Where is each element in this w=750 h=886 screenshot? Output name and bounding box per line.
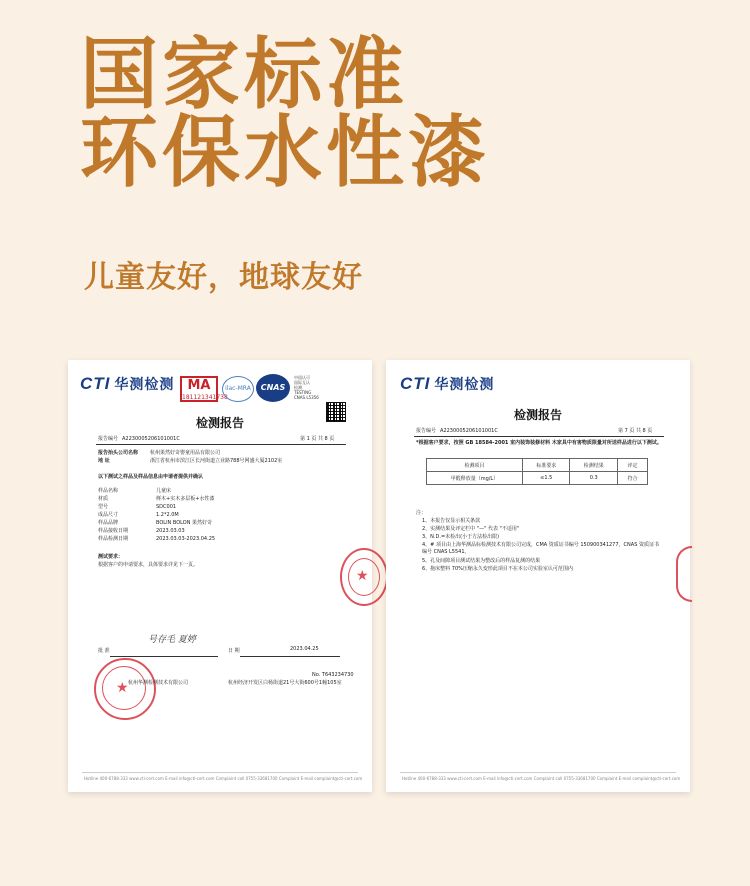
field-label: 材质 [98, 496, 109, 502]
cti-logo-cn: 华测检测 [434, 377, 495, 393]
tel-number: No. T643234730 [312, 672, 354, 678]
table-cell: 符合 [618, 472, 648, 485]
cti-logo [400, 374, 494, 394]
table-header-row [427, 459, 648, 472]
field-value: 1.2*2.0M [156, 512, 179, 518]
field-label: 型号 [98, 504, 109, 510]
table-cell: ≤1.5 [522, 472, 570, 485]
field-label: 成品尺寸 [98, 512, 119, 518]
note-item: 5、孔及间隙项目测试结果为整改后的样品复测的结果 [422, 558, 541, 564]
footer: Hotline 400-6788-333 www.cti-cert.com E-mail info@cti-cert.com Complaint call 0755-33681700 Complaint E-mail complaint@cti-cert.com [84, 776, 363, 781]
result-table [426, 458, 648, 485]
cma-number: 181121341738 [182, 394, 228, 401]
cnas-info-line: 中国认可 [294, 375, 310, 380]
report-no: A2230005206101001C [440, 428, 498, 434]
headline-subtitle: 儿童友好，地球友好 [84, 260, 363, 295]
test-report-page-1 [68, 360, 372, 792]
table-header: 评定 [618, 459, 648, 472]
note-item: 2、实测结果及评定栏中 "—" 代表 "不适用" [422, 526, 520, 532]
test-report-page-7 [386, 360, 690, 792]
field-label: 样品检测日期 [98, 536, 129, 542]
field-value: SDC001 [156, 504, 177, 510]
cti-logo-cn: 华测检测 [114, 377, 175, 393]
report-no-label: 报告编号 [416, 428, 437, 434]
signatures: 号存毛 夏婷 [148, 635, 196, 645]
report-no-label: 报告编号 [98, 436, 119, 442]
cnas-info-line: TESTING [294, 390, 312, 395]
seal-stamp-icon: ★ [340, 548, 388, 606]
cnas-info-line: 检测 [294, 385, 302, 390]
report-title: 检测报告 [195, 416, 244, 430]
cnas-mark-icon [256, 374, 290, 402]
table-row [427, 472, 648, 485]
page-number: 第 1 页 共 8 页 [300, 436, 335, 442]
cti-logo-text: CTI [80, 374, 111, 393]
report-no: A2230005206101001C [122, 436, 180, 442]
report-title: 检测报告 [513, 408, 562, 422]
field-label: 样品品牌 [98, 520, 119, 526]
footer: Hotline 400-6788-333 www.cti-cert.com E-mail info@cti-cert.com Complaint call 0755-33681700 Complaint E-mail complaint@cti-cert.com [402, 776, 681, 781]
field-value: BOLIN BOLON 果然好奇 [156, 520, 213, 526]
note-item: 1、本报告仅显示相关条款 [422, 518, 481, 524]
test-requirement: *根据客户要求，按照 GB 18584-2001 室内装饰装修材料 木家具中有害物质限量对所送样品进行以下测试。 [416, 440, 662, 446]
applicant-label: 报告抬头公司名称 [98, 450, 139, 456]
note-item: 3、N.D.=未检出(小于方法检出限) [422, 534, 500, 540]
table-cell: 甲醛释放量（mg/L） [427, 472, 523, 485]
note-item: 4、# 项目由上海华测品标检测技术有限公司完成，CMA 资质证书编号 150900341277，CNAS 资质证书编号 CNAS L5541。 [422, 542, 659, 555]
address: 浙江省杭州市滨江区长河街道立业路788号网盛大厦2102室 [150, 458, 283, 464]
headline-line2: 环保水性漆 [80, 108, 491, 198]
field-value: 榉木+实木多层板+水性漆 [156, 496, 215, 502]
approve-label: 批 准 [98, 648, 110, 654]
approve-date: 2023.04.25 [290, 646, 319, 652]
ilac-label: ilac-MRA [225, 385, 251, 392]
headline-line1: 国家标准 [80, 30, 409, 120]
cma-mark-icon [180, 376, 228, 402]
confirm-text: 以下测试之样品及样品信息由申请者提供并确认 [98, 474, 204, 480]
field-value: 儿童床 [156, 488, 172, 494]
company-name: 杭州华测检测技术有限公司 [128, 680, 189, 686]
page-number: 第 7 页 共 8 页 [618, 428, 653, 434]
cti-logo-text: CTI [400, 374, 431, 393]
company-address: 杭州经济开发区白杨街道21号大街600号1幢105室 [228, 680, 342, 686]
applicant: 杭州果然好奇婴童用品有限公司 [150, 450, 221, 456]
table-header: 标准要求 [522, 459, 570, 472]
seal-stamp-edge-icon [676, 546, 692, 602]
field-value: 2023.03.03-2023.04.25 [156, 536, 216, 542]
address-label: 地 址 [98, 458, 110, 464]
note-item: 6、拖床整料 70%压缩永久变形此项目不在本公司实验室认可范围内 [422, 566, 573, 572]
date-label: 日 期 [228, 648, 240, 654]
table-cell: 0.3 [570, 472, 618, 485]
cti-logo [80, 374, 174, 394]
notes-title: 注： [416, 510, 427, 516]
field-label: 样品名称 [98, 488, 119, 494]
field-label: 样品接收日期 [98, 528, 129, 534]
cnas-info-line: CNAS L5356 [294, 395, 319, 400]
requirement-title: 测试要求： [98, 554, 124, 560]
requirement-text: 根据客户的申请要求，具体要求详见下一页。 [98, 562, 199, 568]
cnas-info [294, 375, 319, 400]
cnas-info-line: 国际互认 [294, 380, 310, 385]
cnas-label: CNAS [260, 383, 286, 392]
field-value: 2023.03.03 [156, 528, 185, 534]
ilac-mra-icon [222, 376, 254, 402]
company-seal-icon: ★ [94, 658, 156, 720]
table-header: 检测结果 [570, 459, 618, 472]
cma-label: MA [187, 378, 211, 393]
table-header: 检测项目 [427, 459, 523, 472]
